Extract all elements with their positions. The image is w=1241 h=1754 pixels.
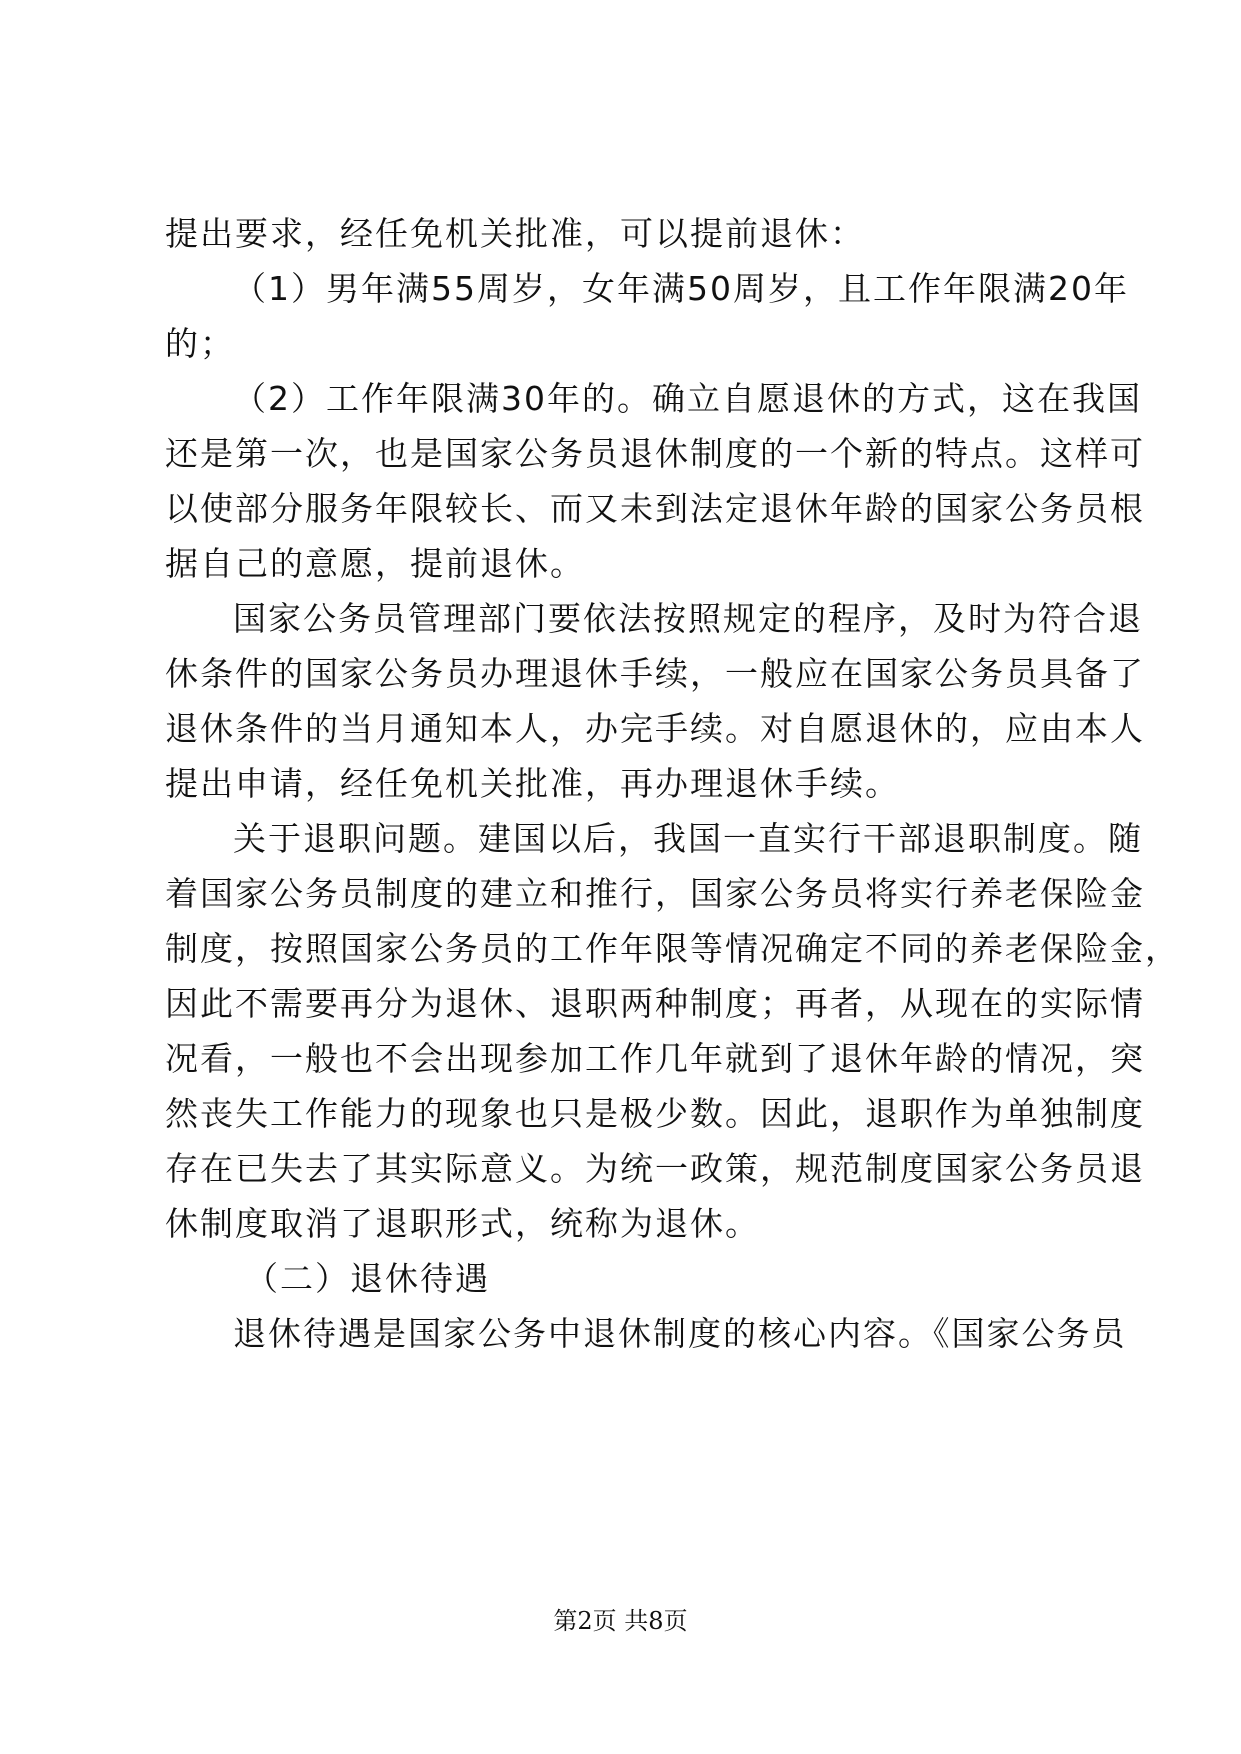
text-line: 据自己的意愿，提前退休。: [165, 544, 585, 583]
text-line: 制度，按照国家公务员的工作年限等情况确定不同的养老保险金，: [165, 929, 1180, 968]
text-line: 还是第一次，也是国家公务员退休制度的一个新的特点。这样可: [165, 434, 1145, 473]
text-line: 休条件的国家公务员办理退休手续，一般应在国家公务员具备了: [165, 654, 1145, 693]
text-line: （1）男年满55周岁，女年满50周岁，且工作年限满20年: [233, 269, 1129, 308]
text-line: 国家公务员管理部门要依法按照规定的程序，及时为符合退: [233, 599, 1143, 638]
text-line: 关于退职问题。建国以后，我国一直实行干部退职制度。随: [233, 819, 1143, 858]
text-line: 退休条件的当月通知本人，办完手续。对自愿退休的，应由本人: [165, 709, 1145, 748]
text-line: 提出要求，经任免机关批准，可以提前退休：: [165, 214, 865, 253]
text-line: 以使部分服务年限较长、而又未到法定退休年龄的国家公务员根: [165, 489, 1145, 528]
text-line: （2）工作年限满30年的。确立自愿退休的方式，这在我国: [233, 379, 1142, 418]
text-line: 提出申请，经任免机关批准，再办理退休手续。: [165, 764, 900, 803]
text-line: 退休待遇是国家公务中退休制度的核心内容。《国家公务员: [233, 1314, 1127, 1353]
text-line: 存在已失去了其实际意义。为统一政策，规范制度国家公务员退: [165, 1149, 1145, 1188]
text-line: 因此不需要再分为退休、退职两种制度；再者，从现在的实际情: [165, 984, 1145, 1023]
text-line: 休制度取消了退职形式，统称为退休。: [165, 1204, 760, 1243]
section-heading: （二）退休待遇: [245, 1259, 490, 1298]
text-line: 然丧失工作能力的现象也只是极少数。因此，退职作为单独制度: [165, 1094, 1145, 1133]
text-line: 着国家公务员制度的建立和推行，国家公务员将实行养老保险金: [165, 874, 1145, 913]
text-line: 的；: [165, 324, 235, 363]
page-footer: 第2页 共8页: [553, 1607, 688, 1635]
text-line: 况看，一般也不会出现参加工作几年就到了退休年龄的情况，突: [165, 1039, 1145, 1078]
